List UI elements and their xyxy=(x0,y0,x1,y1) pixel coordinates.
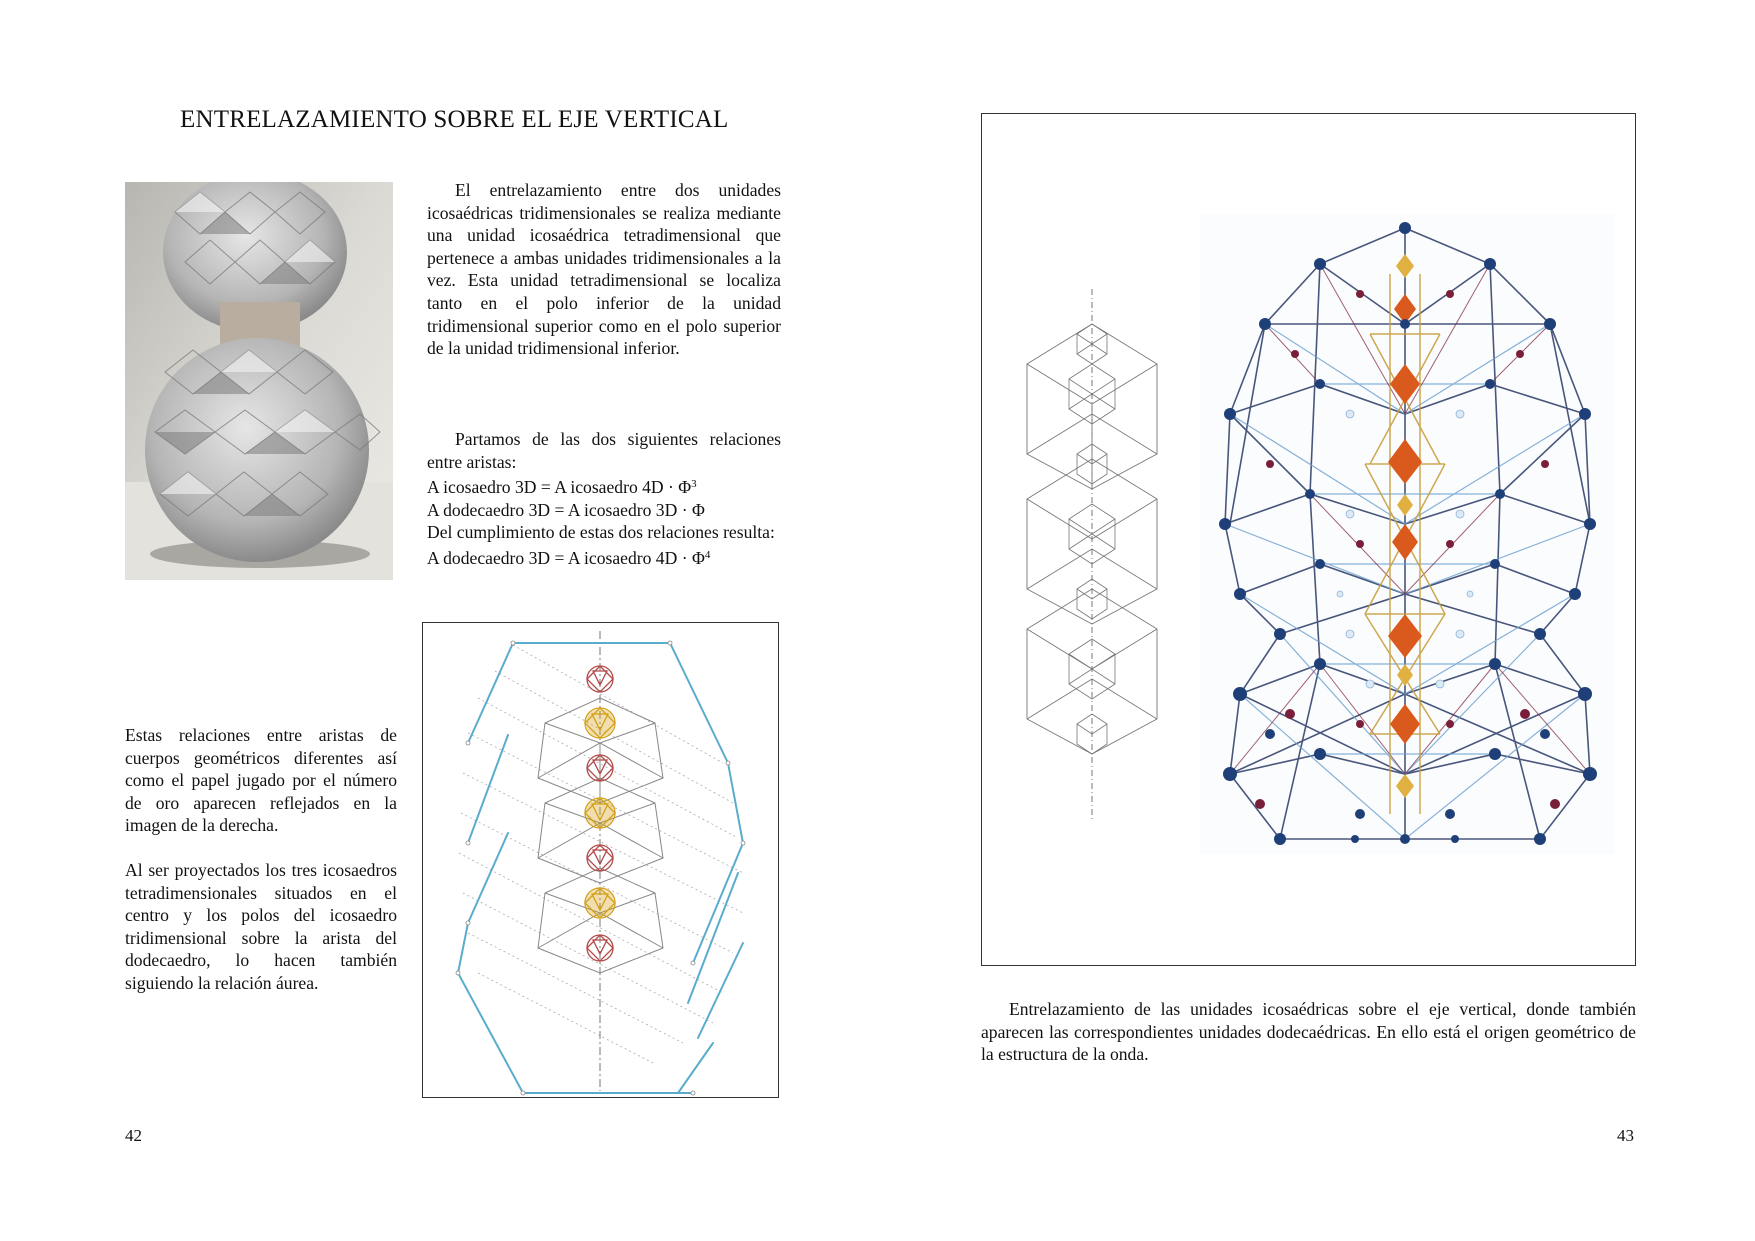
ball-and-stick-model xyxy=(1200,214,1615,854)
side-paragraph-1: Estas relaciones entre aristas de cuerpos geométricos diferentes así como el papel jugado por el número de oro aparecen reflejados en la imagen de la derecha. xyxy=(125,725,397,836)
page-title: ENTRELAZAMIENTO SOBRE EL EJE VERTICAL xyxy=(180,106,729,133)
relation-3-exponent: 4 xyxy=(704,548,711,561)
page-number-right: 43 xyxy=(1617,1126,1634,1145)
interlacing-structure-figure xyxy=(981,113,1636,966)
side-paragraph-2: Al ser proyectados los tres icosaedros tetradimensionales situados en el centro y los polos del icosaedro tridimensional sobre la arista del dodecaedro, lo hacen también siguiendo la relación áurea. xyxy=(125,859,397,993)
relations-intro: Partamos de las dos siguientes relaciones entre aristas: xyxy=(427,429,781,472)
dodecahedron-projection-diagram xyxy=(422,622,779,1098)
page-number-left: 42 xyxy=(125,1126,142,1145)
relations-text-block xyxy=(427,428,781,570)
figure-caption xyxy=(981,998,1636,1066)
stacked-icosahedra-drawing xyxy=(1017,289,1167,819)
intro-text-block xyxy=(427,179,781,360)
relation-1: A icosaedro 3D = A icosaedro $4D \cdot \Phi^3$ xyxy=(427,477,697,498)
relation-3: A dodecaedro 3D = A icosaedro $4D \cdot \Phi^4$ xyxy=(427,547,711,568)
caption-text: Entrelazamiento de las unidades icosaédricas sobre el eje vertical, donde también aparecen las correspondientes unidades dodecaédricas. En ello está el origen geométrico de la estructura de la onda. xyxy=(981,999,1636,1065)
side-text-block xyxy=(125,724,397,995)
relation-2: A dodecaedro 3D = A icosaedro 3D · Φ xyxy=(427,499,705,520)
relation-1-exponent: 3 xyxy=(691,478,697,491)
consequence-text: Del cumplimiento de estas dos relaciones resulta: xyxy=(427,522,775,543)
intro-paragraph: El entrelazamiento entre dos unidades icosaédricas tridimensionales se realiza mediante una unidad icosaédrica tetradimensional que pertenece a ambas unidades tridimensionales a la vez. Esta unidad tetradimensional se localiza tanto en el polo inferior de la unidad tridimensional superior como en el polo superior de la unidad tridimensional inferior. xyxy=(427,180,781,359)
icosahedral-sculpture-photo xyxy=(125,182,393,580)
